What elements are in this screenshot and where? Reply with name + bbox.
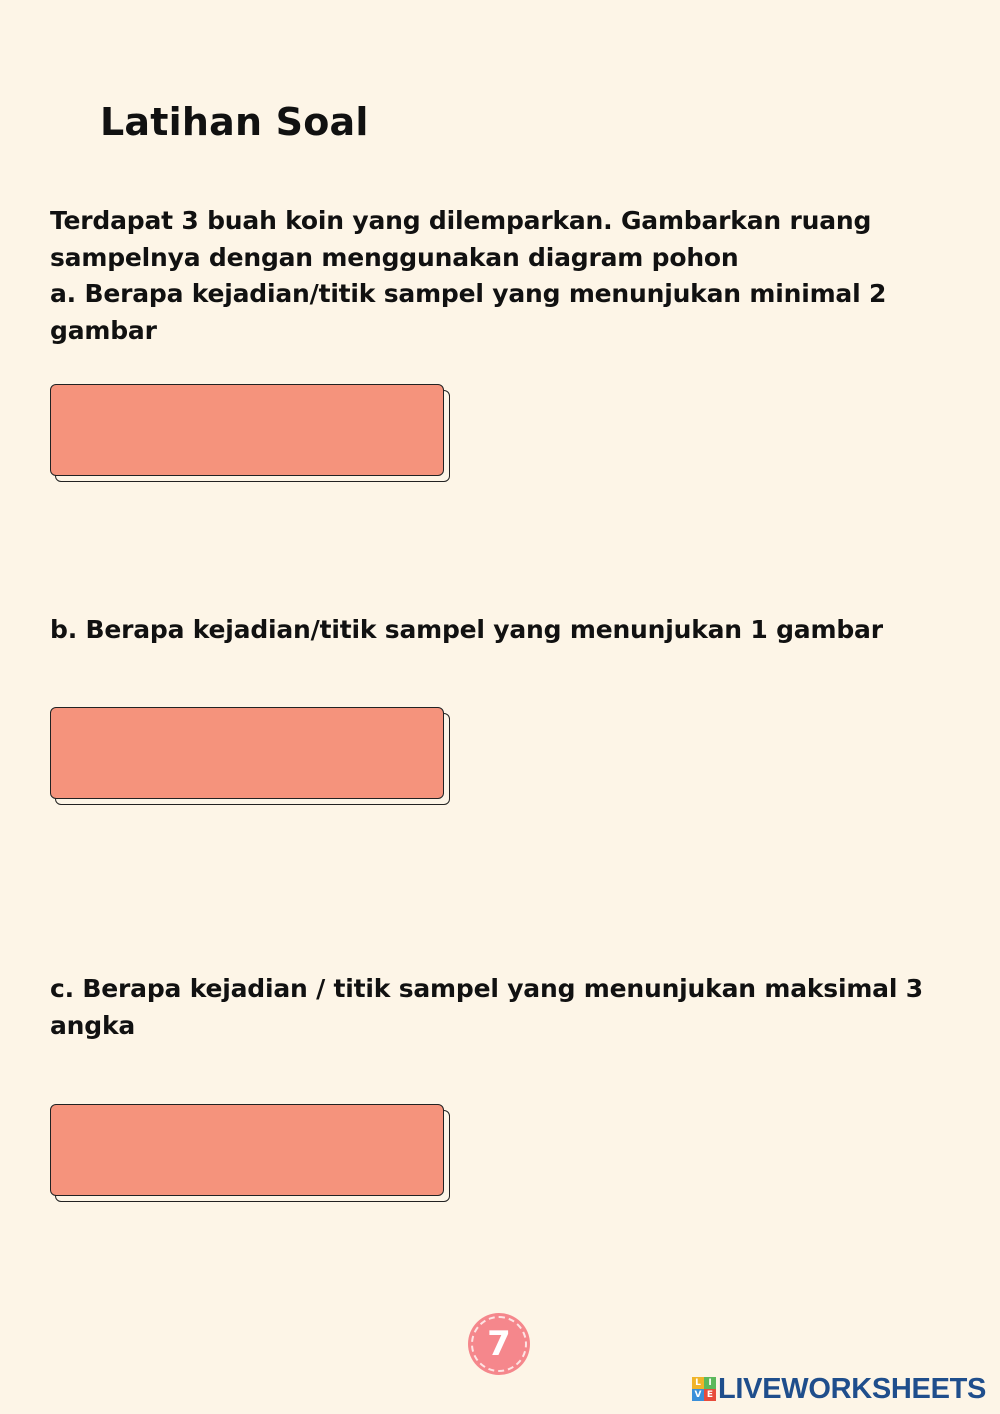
question-b-text: b. Berapa kejadian/titik sampel yang menunjukan 1 gambar — [50, 615, 883, 644]
logo-letter-v: V — [692, 1389, 704, 1401]
brand-name: LIVEWORKSHEETS — [718, 1372, 987, 1405]
question-intro-line-1: Terdapat 3 buah koin yang dilemparkan. Gambarkan ruang — [50, 206, 872, 235]
question-a-line-1: a. Berapa kejadian/titik sampel yang menunjukan minimal 2 — [50, 279, 887, 308]
question-c-line-2: angka — [50, 1010, 136, 1040]
answer-b-container — [50, 707, 450, 805]
answer-b-input[interactable] — [50, 707, 444, 799]
answer-a-input[interactable] — [50, 384, 444, 476]
answer-c-input[interactable] — [50, 1104, 444, 1196]
question-a-text — [50, 203, 950, 349]
liveworksheets-logo — [692, 1373, 986, 1405]
answer-a-container — [50, 384, 450, 482]
answer-c-container — [50, 1104, 450, 1202]
question-intro-line-2: sampelnya dengan menggunakan diagram pohon — [50, 242, 739, 272]
logo-letter-e: E — [704, 1389, 716, 1401]
page-number: 7 — [487, 1324, 511, 1364]
liveworksheets-icon — [692, 1377, 716, 1401]
question-a-line-2: gambar — [50, 315, 157, 345]
page-number-badge — [468, 1313, 530, 1375]
logo-letter-l: L — [692, 1377, 704, 1389]
question-c-line-1: c. Berapa kejadian / titik sampel yang menunjukan maksimal 3 — [50, 974, 923, 1003]
logo-letter-i: I — [704, 1377, 716, 1389]
page-title: Latihan Soal — [100, 100, 369, 144]
question-c-text — [50, 971, 950, 1044]
